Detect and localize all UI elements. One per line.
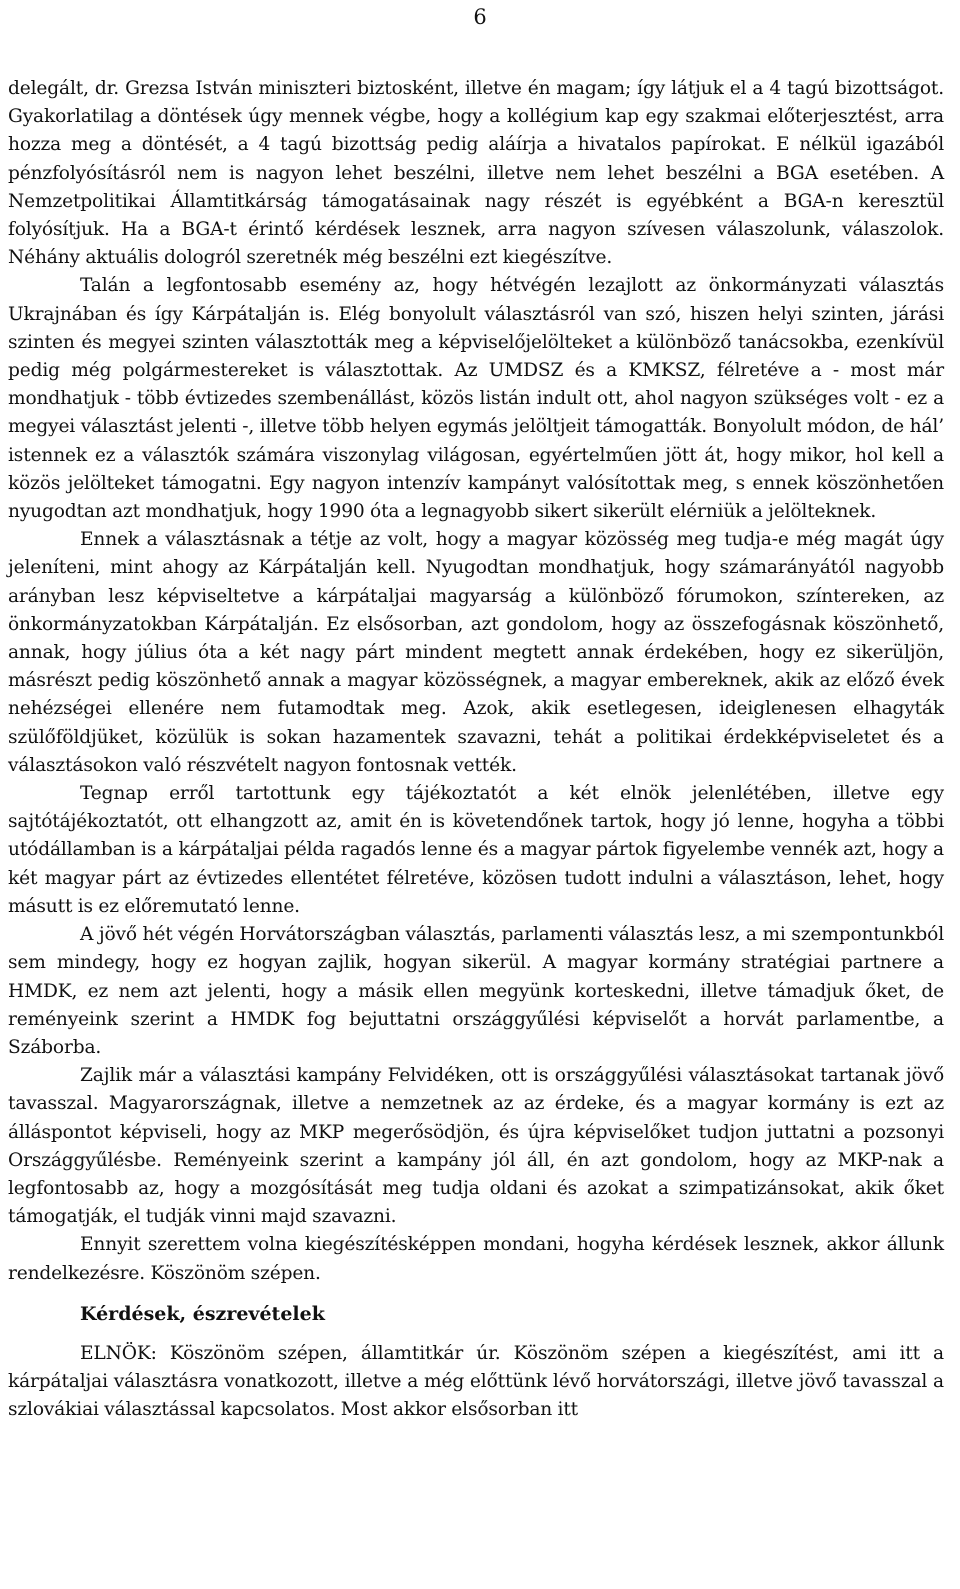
paragraph-election-stakes: Ennek a választásnak a tétje az volt, hogy a magyar közösség meg tudja-e még magát úgy jeleníteni, mint ahogy az Kárpátalján kell. Nyugodtan mondhatjuk, hogy számarányától nagyobb arányban lesz képviseltetve a kárpátaljai magyarság a különböző fórumokon, színtereken, az önkormányzatokban Kárpátalján. Ez elsősorban, azt gondolom, hogy az összefogásnak köszönhető, annak, hogy július óta a két nagy párt mindent megtett annak érdekében, hogy ez sikerüljön, másrészt pedig köszönhető annak a magyar közösségnek, a magyar embereknek, akik az előző évek nehézségei ellenére nem futamodtak meg. Azok, akik esetlegesen, ideiglenesen elhagyták szülőföldjüket, közülük is sokan hazamentek szavazni, tehát a politikai érdekképviseletet és a választásokon való részvételt nagyon fontosnak vették. [8, 529, 944, 776]
paragraph-felvidek-campaign: Zajlik már a választási kampány Felvidéken, ott is országgyűlési választásokat tartanak jövő tavasszal. Magyarországnak, illetve a nemzetnek az az érdeke, és a magyar kormány is ezt az álláspontot képviseli, hogy az MKP megerősödjön, és újra képviselőket tudjon juttatni a pozsonyi Országgyűlésbe. Reményeink szerint a kampány jól áll, én azt gondolom, hogy az MKP-nak a legfontosabb az, hogy a mozgósítását meg tudja oldani és azokat a szimpatizánsokat, akik őket támogatják, el tudják vinni majd szavazni. [8, 1065, 944, 1228]
paragraph-croatia-election: A jövő hét végén Horvátországban választás, parlamenti választás lesz, a mi szempontunkból sem mindegy, hogy ez hogyan zajlik, hogyan sikerül. A magyar kormány stratégiai partnere a HMDK, ez nem azt jelenti, hogy a másik ellen megyünk korteskedni, illetve támadjuk őket, de reményeink szerint a HMDK fog bejuttatni országgyűlési képviselőt a horvát parlamentbe, a Száborba. [8, 924, 944, 1058]
page-number: 6 [473, 5, 487, 29]
paragraph-chair-response: ELNÖK: Köszönöm szépen, államtitkár úr. Köszönöm szépen a kiegészítést, ami itt a kárpátaljai választásra vonatkozott, illetve a még előttünk lévő horvátországi, illetve jövő tavasszal a szlovákiai választással kapcsolatos. Most akkor elsősorban itt [8, 1342, 944, 1421]
paragraph-closing-remarks: Ennyit szerettem volna kiegészítésképpen mondani, hogyha kérdések lesznek, akkor állunk rendelkezésre. Köszönöm szépen. [8, 1234, 944, 1284]
paragraph-ukraine-election: Talán a legfontosabb esemény az, hogy hétvégén lezajlott az önkormányzati választás Ukrajnában és így Kárpátalján is. Elég bonyolult választásról van szó, hiszen helyi szinten, járási szinten és megyei szinten választották meg a képviselőjelölteket a különböző tanácsokba, ezenkívül pedig még polgármestereket is választottak. Az UMDSZ és a KMKSZ, félretéve a - most már mondhatjuk - több évtizedes szembenállást, közös listán indult ott, ahol nagyon szükséges volt - ez a megyei választást jelenti -, illetve több helyen egymás jelöltjeit támogatták. Bonyolult módon, de hál’ istennek ez a választók számára viszonylag világosan, egyértelműen jött át, hogy mikor, hol kell a közös jelölteket támogatni. Egy nagyon intenzív kampányt valósítottak meg, s ennek köszönhetően nyugodtan azt mondhatjuk, hogy 1990 óta a legnagyobb sikert sikerült elérniük a jelölteknek. [8, 275, 944, 523]
section-heading-questions: Kérdések, észrevételek [80, 1302, 325, 1325]
paragraph-press-briefing: Tegnap erről tartottunk egy tájékoztatót a két elnök jelenlétében, illetve egy sajtótájékoztatót, ott elhangzott az, amit én is követendőnek tartok, hogy jó lenne, hogyha a többi utódállamban is a kárpátaljai példa ragadós lenne és a magyar pártok figyelembe vennék azt, hogy a két magyar párt az évtizedes ellentétet félretéve, közösen tudott indulni a választáson, lehet, hogy másutt is ez előremutató lenne. [8, 783, 944, 917]
paragraph-bga-committee: delegált, dr. Grezsa István miniszteri biztosként, illetve én magam; így látjuk el a 4 tagú bizottságot. Gyakorlatilag a döntések úgy mennek végbe, hogy a kollégium kap egy szakmai előterjesztést, arra hozza meg a döntését, a 4 tagú bizottság pedig aláírja a hivatalos papírokat. E nélkül igazából pénzfolyósításról nem is nagyon lehet beszélni, illetve nem lehet beszélni a BGA esetében. A Nemzetpolitikai Államtitkárság támogatásainak nagy részét is egyébként a BGA-n keresztül folyósítjuk. Ha a BGA-t érintő kérdések lesznek, arra nagyon szívesen válaszolunk, válaszolok. Néhány aktuális dologról szeretnék még beszélni ezt kiegészítve. [8, 78, 944, 269]
document-body [8, 75, 944, 1424]
